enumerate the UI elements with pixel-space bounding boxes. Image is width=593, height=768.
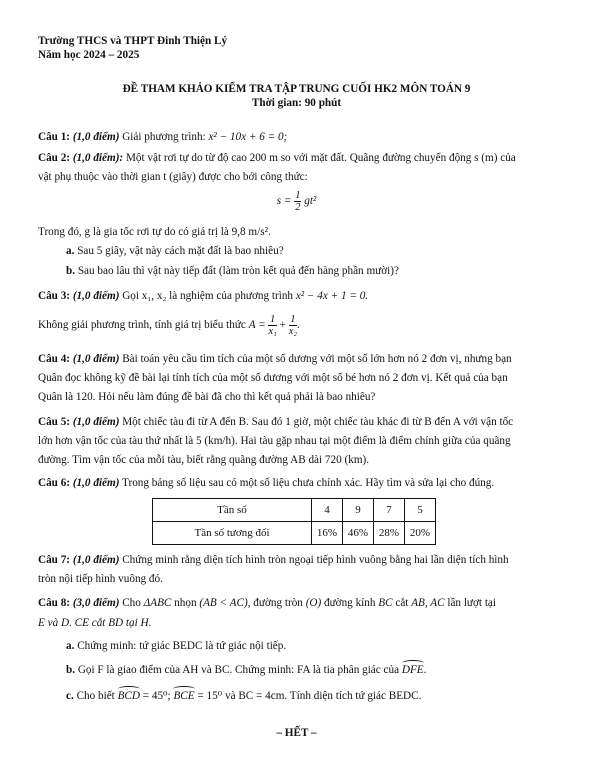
table-cell: 46% [343, 522, 374, 545]
q8-arc-dfe: DFE [401, 664, 424, 676]
q4-text-3: Quân là 120. Hỏi nếu làm đúng đề bài đã cho thì kết quả phải là bao nhiêu? [38, 391, 376, 403]
end-marker: – HẾT – [276, 727, 317, 739]
q8-text-1d: đường kính [324, 597, 376, 609]
q8-label: Câu 8: [38, 597, 71, 609]
q5-text-3: đường. Tìm vận tốc của mỗi tàu, biết rằng quãng đường AB dài 720 (km). [38, 454, 370, 466]
q8-text-1b: nhọn [174, 597, 197, 609]
q8-arc-bce: BCE [173, 690, 195, 702]
question-2 [38, 151, 555, 165]
q3-line-2 [38, 312, 555, 338]
q7-text-2: tròn nội tiếp hình vuông đó. [38, 573, 163, 585]
q4-label: Câu 4: [38, 353, 71, 365]
q2-item-b-text: Sau bao lâu thì vật này tiếp đất (làm tròn kết quả đến hàng phần mười)? [77, 265, 399, 277]
q3-fraction-2-num: 1 [290, 313, 296, 325]
q8-item-c-val-1: = 45⁰; [142, 690, 171, 702]
q8-item-a-text: Chứng minh: tứ giác BEDC là tứ giác nội tiếp. [77, 640, 287, 652]
q3-fraction-1 [268, 314, 276, 337]
q3-expr-left: A = [248, 319, 266, 331]
q8-condition: (AB < AC) [199, 597, 248, 609]
q8-item-a [66, 639, 555, 653]
q8-arc-bcd: BCD [117, 690, 140, 702]
q6-label: Câu 6: [38, 477, 71, 489]
q1-equation: x² − 10x + 6 = 0; [208, 131, 288, 143]
q7-points: (1,0 điểm) [72, 554, 120, 566]
q3-text-1: Gọi x₁, x₂ là nghiệm của phương trình [122, 290, 294, 302]
table-cell: 4 [312, 499, 343, 522]
table-header-relative-frequency: Tần số tương đối [153, 522, 312, 545]
q3-fraction-2 [289, 314, 297, 337]
question-8 [38, 596, 555, 610]
q3-fraction-1-num: 1 [270, 313, 276, 325]
q2-item-a [66, 244, 555, 258]
q2-formula-denominator: 2 [295, 201, 301, 213]
q8-item-a-label: a. [66, 640, 75, 652]
q3-fraction-1-den: x₁ [268, 325, 277, 337]
q2-item-a-text: Sau 5 giây, vật này cách mặt đất là bao nhiêu? [77, 245, 284, 257]
question-1 [38, 130, 555, 144]
table-row-relative-frequency [153, 522, 436, 545]
frequency-table [152, 498, 436, 545]
table-cell: 20% [405, 522, 436, 545]
q2-label: Câu 2: [38, 152, 71, 164]
q3-plus: + [279, 319, 286, 331]
q8-text-2: E và D. CE cắt BD tại H. [38, 617, 152, 629]
exam-title: ĐỀ THAM KHẢO KIỂM TRA TẬP TRUNG CUỐI HK2 MÔN TOÁN 9 [122, 83, 471, 95]
q8-item-c-text-1: Cho biết [76, 690, 115, 702]
q8-text-1f: lần lượt tại [447, 597, 496, 609]
question-3 [38, 289, 555, 303]
question-5 [38, 415, 555, 429]
q3-end: . [297, 319, 300, 331]
q1-points: (1,0 điểm) [72, 131, 120, 143]
q7-text-1: Chứng minh rằng diện tích hình tròn ngoại tiếp hình vuông bằng hai lần diện tích hình [122, 554, 509, 566]
q2-formula-right: gt² [304, 195, 317, 207]
q3-text-2: Không giải phương trình, tính giá trị biểu thức [38, 319, 246, 331]
school-name: Trường THCS và THPT Đinh Thiện Lý [38, 35, 228, 47]
q2-item-a-label: a. [66, 245, 75, 257]
q8-item-c [66, 689, 555, 703]
question-6 [38, 476, 555, 490]
table-cell: 16% [312, 522, 343, 545]
q3-equation: x² − 4x + 1 = 0. [295, 290, 369, 302]
q8-item-b-label: b. [66, 664, 76, 676]
q4-text-1: Bài toán yêu cầu tìm tích của một số dương với một số lớn hơn nó 2 đơn vị, nhưng bạn [122, 353, 512, 365]
q2-text-1: Một vật rơi tự do từ độ cao 200 m so với mặt đất. Quãng đường chuyển động s (m) của [125, 152, 516, 164]
q8-item-b [66, 663, 555, 677]
q2-points: (1,0 điểm): [72, 152, 124, 164]
q8-text-1c: , đường tròn [247, 597, 303, 609]
q2-item-b [66, 264, 555, 278]
table-cell: 9 [343, 499, 374, 522]
q3-points: (1,0 điểm) [72, 290, 120, 302]
q5-text-1: Một chiếc tàu đi từ A đến B. Sau đó 1 giờ, một chiếc tàu khác đi từ B đến A với vận tốc [122, 416, 514, 428]
q8-triangle: ΔABC [143, 597, 172, 609]
q2-formula-numerator: 1 [295, 189, 301, 201]
school-year: Năm học 2024 – 2025 [38, 49, 140, 61]
question-4 [38, 352, 555, 366]
question-7 [38, 553, 555, 567]
q4-points: (1,0 điểm) [72, 353, 120, 365]
q8-text-1e: cắt [395, 597, 409, 609]
q6-points: (1,0 điểm) [72, 477, 120, 489]
q6-text: Trong bảng số liệu sau có một số liệu chưa chính xác. Hãy tìm và sửa lại cho đúng. [122, 477, 495, 489]
q5-points: (1,0 điểm) [72, 416, 120, 428]
q2-formula [0, 188, 593, 214]
q8-item-b-text: Gọi F là giao điểm của AH và BC. Chứng minh: FA là tia phân giác của [77, 664, 400, 676]
q3-label: Câu 3: [38, 290, 71, 302]
q7-label: Câu 7: [38, 554, 71, 566]
q2-text-3: Trong đó, g là gia tốc rơi tự do có giá trị là 9,8 m/s². [38, 226, 271, 238]
q8-points: (3,0 điểm) [72, 597, 120, 609]
exam-duration: Thời gian: 90 phút [251, 97, 342, 109]
q2-text-2: vật phụ thuộc vào thời gian t (giây) được cho bởi công thức: [38, 171, 308, 183]
q2-formula-fraction [294, 190, 301, 213]
table-cell: 5 [405, 499, 436, 522]
q8-bc: BC [378, 597, 393, 609]
q1-text: Giải phương trình: [122, 131, 206, 143]
q2-formula-left: s = [276, 195, 292, 207]
table-cell: 28% [374, 522, 405, 545]
q2-item-b-label: b. [66, 265, 76, 277]
q8-item-c-label: c. [66, 690, 74, 702]
q5-text-2: lớn hơn vận tốc của tàu thứ nhất là 5 (km/h). Hai tàu gặp nhau tại một điểm là điểm chính giữa của quãng [38, 435, 511, 447]
q4-text-2: Quân đọc không kỹ đề bài lại tính tích của một số dương với một số bé hơn nó 2 đơn vị. Kết quả của bạn [38, 372, 508, 384]
q1-label: Câu 1: [38, 131, 71, 143]
q8-item-c-val-2: = 15⁰ [197, 690, 223, 702]
q8-text-1a: Cho [122, 597, 141, 609]
q8-abac: AB, AC [411, 597, 445, 609]
table-cell: 7 [374, 499, 405, 522]
q5-label: Câu 5: [38, 416, 71, 428]
table-header-frequency: Tần số [153, 499, 312, 522]
q3-fraction-2-den: x₂ [288, 325, 298, 337]
q8-item-b-end: . [423, 664, 427, 676]
q8-circle: (O) [305, 597, 322, 609]
table-row-frequency [153, 499, 436, 522]
q8-item-c-text-2: và BC = 4cm. Tính diện tích tứ giác BEDC. [224, 690, 422, 702]
